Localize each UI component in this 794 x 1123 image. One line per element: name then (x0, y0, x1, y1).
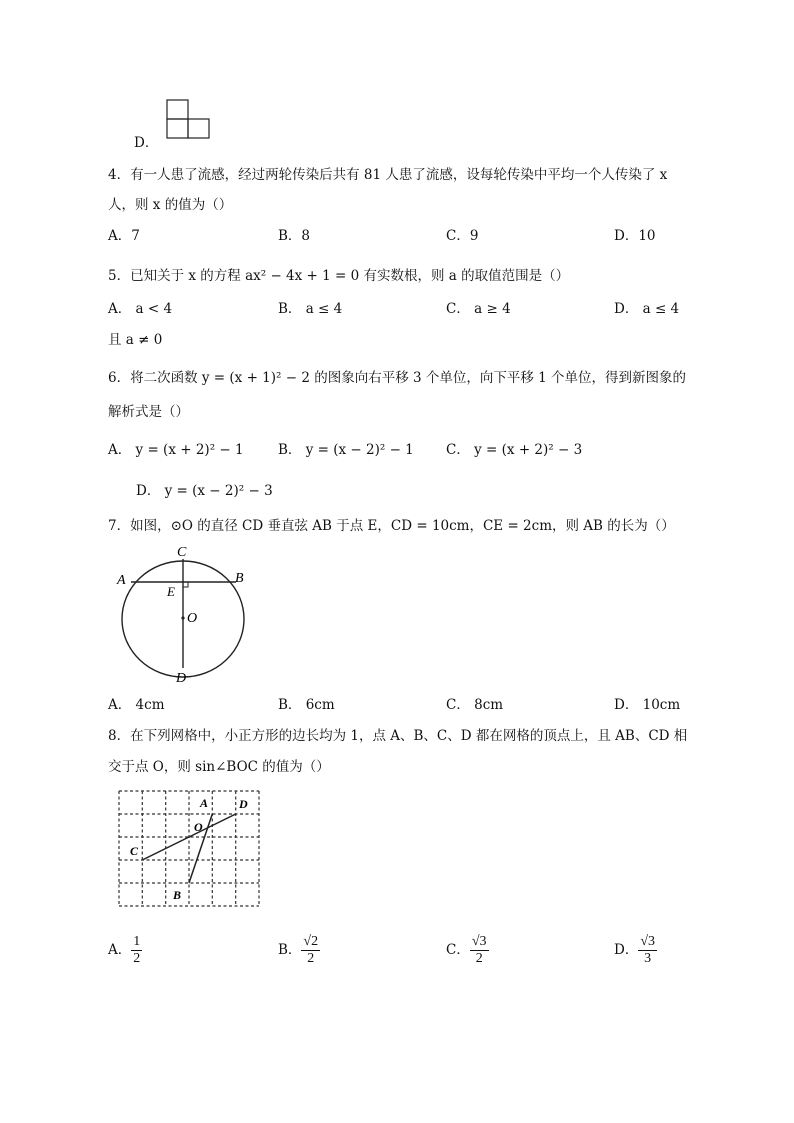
numerator: √3 (471, 934, 487, 949)
grid-lines (119, 791, 259, 906)
denominator: 2 (307, 951, 315, 966)
q6-option-b: B． y = (x − 2)² − 1 (278, 442, 414, 458)
label-a: A (117, 573, 126, 588)
q8-option-d (614, 934, 657, 967)
q4-option-b: B．8 (278, 228, 311, 244)
q8-option-b-fraction (301, 934, 320, 967)
q8-stem-line1: 8．在下列网格中，小正方形的边长均为 1，点 A、B、C、D 都在网格的顶点上，且 AB、CD 相 (108, 728, 688, 744)
numerator: √3 (640, 934, 656, 949)
q3-option-d-label: D． (134, 135, 159, 151)
figure-square-bottom-left (167, 119, 188, 138)
label-b: B (235, 571, 244, 586)
label-d: D (176, 671, 187, 686)
q6-option-a: A． y = (x + 2)² − 1 (108, 442, 244, 458)
q8-option-a-label: A． (108, 942, 132, 958)
q4-option-d: D．10 (614, 228, 656, 244)
q7-stem: 7．如图，⊙O 的直径 CD 垂直弦 AB 于点 E，CD = 10cm，CE = 2cm，则 AB 的长为（） (108, 518, 675, 534)
label-d: D (239, 797, 248, 811)
q8-option-d-fraction (638, 934, 657, 967)
q5-option-a: A． a < 4 (108, 301, 173, 317)
q7-option-b: B． 6cm (278, 697, 335, 713)
q8-option-a (108, 934, 142, 967)
q8-stem-line2: 交于点 O，则 sin∠BOC 的值为（） (108, 759, 330, 775)
label-a: A (200, 796, 209, 810)
right-angle-mark (183, 582, 188, 587)
q8-option-a-fraction (131, 934, 142, 967)
denominator: 3 (644, 951, 652, 966)
q7-option-a: A． 4cm (108, 697, 165, 713)
label-o: O (194, 820, 203, 834)
q8-option-c-fraction (470, 934, 489, 967)
q5-option-d: D． a ≤ 4 (614, 301, 680, 317)
q5-option-b: B． a ≤ 4 (278, 301, 343, 317)
label-e: E (167, 584, 175, 599)
q8-option-b (278, 934, 320, 967)
q6-option-d: D． y = (x − 2)² − 3 (136, 483, 273, 499)
numerator: 1 (133, 934, 141, 949)
q7-option-d: D． 10cm (614, 697, 681, 713)
q8-grid-figure (114, 787, 264, 913)
label-c: C (177, 545, 187, 560)
q4-stem-line2: 人，则 x 的值为（） (108, 197, 233, 213)
q5-stem: 5．已知关于 x 的方程 ax² − 4x + 1 = 0 有实数根，则 a 的取值范围是（） (108, 268, 570, 284)
q3-option-d-figure (163, 98, 211, 142)
denominator: 2 (133, 951, 141, 966)
q8-option-c (446, 934, 489, 967)
denominator: 2 (475, 951, 483, 966)
q6-option-c: C． y = (x + 2)² − 3 (446, 442, 583, 458)
numerator: √2 (303, 934, 319, 949)
figure-square-top (167, 100, 188, 119)
q7-option-c: C． 8cm (446, 697, 504, 713)
q4-option-a: A．7 (108, 228, 140, 244)
label-b: B (173, 888, 182, 902)
q6-stem-line2: 解析式是（） (108, 404, 189, 420)
q4-option-c: C．9 (446, 228, 479, 244)
center-point (181, 616, 184, 619)
label-o: O (187, 611, 198, 626)
q8-option-c-label: C． (446, 942, 470, 958)
q4-stem-line1: 4．有一人患了流感，经过两轮传染后共有 81 人患了流感，设每轮传染中平均一个人传染了 x (108, 167, 668, 183)
q5-option-d-continuation: 且 a ≠ 0 (108, 332, 163, 348)
q8-option-b-label: B． (278, 942, 302, 958)
q7-circle-figure (112, 542, 260, 686)
q5-option-c: C． a ≥ 4 (446, 301, 511, 317)
label-c: C (130, 844, 139, 858)
q8-option-d-label: D． (614, 942, 639, 958)
figure-square-bottom-right (188, 119, 209, 138)
q6-stem-line1: 6．将二次函数 y = (x + 1)² − 2 的图象向右平移 3 个单位，向下平移 1 个单位，得到新图象的 (108, 370, 687, 386)
